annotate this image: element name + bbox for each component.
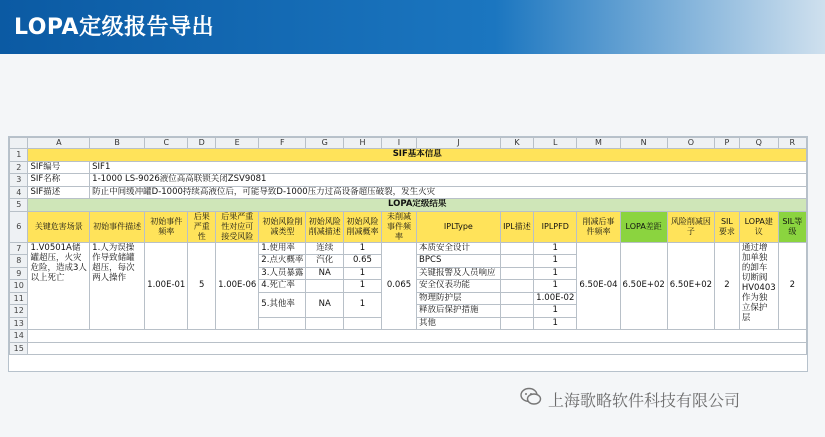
page-title: LOPA定级报告导出 xyxy=(14,15,215,40)
sif-header[interactable]: SIF基本信息 xyxy=(28,149,807,162)
header-cell[interactable]: LOPA建议 xyxy=(739,211,778,242)
cell[interactable]: NA xyxy=(306,267,344,280)
cell[interactable]: 1.00E-02 xyxy=(534,292,577,305)
corner-cell[interactable] xyxy=(10,138,28,149)
row-number[interactable]: 10 xyxy=(10,280,28,293)
cell[interactable]: SIF1 xyxy=(90,161,807,174)
column-header-row xyxy=(10,138,807,149)
cell[interactable]: 1 xyxy=(534,305,577,318)
header-cell[interactable]: LOPA差距 xyxy=(620,211,667,242)
cell-rrf[interactable]: 6.50E+02 xyxy=(667,242,714,330)
lopa-header[interactable]: LOPA定级结果 xyxy=(28,199,807,212)
row-number[interactable]: 15 xyxy=(10,342,28,355)
table-row xyxy=(10,199,807,212)
table-row xyxy=(10,149,807,162)
cell[interactable] xyxy=(259,317,306,330)
cell[interactable]: 其他 xyxy=(417,317,501,330)
cell-severity[interactable]: 5 xyxy=(188,242,216,330)
col-header[interactable]: N xyxy=(620,138,667,149)
col-header[interactable]: I xyxy=(381,138,416,149)
cell[interactable]: 1-1000 LS-9026液位高高联锁关闭ZSV9081 xyxy=(90,174,807,187)
cell[interactable]: 物理防护层 xyxy=(417,292,501,305)
col-header[interactable]: K xyxy=(500,138,533,149)
cell[interactable]: 1 xyxy=(534,317,577,330)
cell-event[interactable]: 1.人为误操作导致储罐超压，每次两人操作 xyxy=(90,242,145,330)
row-number[interactable]: 2 xyxy=(10,161,28,174)
col-header[interactable]: F xyxy=(259,138,306,149)
cell-init-freq[interactable]: 1.00E-01 xyxy=(145,242,188,330)
cell[interactable]: 安全仪表功能 xyxy=(417,280,501,293)
cell-unreduced[interactable]: 0.065 xyxy=(381,242,416,330)
col-header[interactable]: R xyxy=(778,138,806,149)
cell[interactable]: 5.其他率 xyxy=(259,292,306,317)
cell[interactable]: 0.65 xyxy=(344,255,382,268)
cell[interactable]: 防止中间缓冲罐D-1000持续高液位后，可能导致D-1000压力过高设备超压破裂，发生火灾 xyxy=(90,186,807,199)
cell-after-freq[interactable]: 6.50E-04 xyxy=(577,242,620,330)
cell[interactable]: SIF描述 xyxy=(28,186,90,199)
table-row xyxy=(10,161,807,174)
cell[interactable] xyxy=(500,255,533,268)
cell-lopa-gap[interactable]: 6.50E+02 xyxy=(620,242,667,330)
cell[interactable]: SIF编号 xyxy=(28,161,90,174)
col-header[interactable]: D xyxy=(188,138,216,149)
cell[interactable]: 4.死亡率 xyxy=(259,280,306,293)
header-cell[interactable]: 风险削减因子 xyxy=(667,211,714,242)
lopa-table xyxy=(9,137,807,355)
header-cell[interactable]: 后果严重性对应可接受风险 xyxy=(216,211,259,242)
empty-cell[interactable] xyxy=(28,330,807,343)
header-cell[interactable]: 关键危害场景 xyxy=(28,211,90,242)
row-number[interactable]: 6 xyxy=(10,211,28,242)
col-header[interactable]: C xyxy=(145,138,188,149)
cell[interactable]: 1 xyxy=(344,280,382,293)
cell[interactable]: SIF名称 xyxy=(28,174,90,187)
table-row xyxy=(10,186,807,199)
table-row xyxy=(10,342,807,355)
row-number[interactable]: 9 xyxy=(10,267,28,280)
cell-sil-req[interactable]: 2 xyxy=(715,242,740,330)
header-cell[interactable]: IPL描述 xyxy=(500,211,533,242)
col-header[interactable]: E xyxy=(216,138,259,149)
col-header[interactable]: H xyxy=(344,138,382,149)
cell[interactable]: 3.人员暴露 xyxy=(259,267,306,280)
cell[interactable] xyxy=(500,267,533,280)
table-row xyxy=(10,242,807,255)
cell[interactable]: 1 xyxy=(534,242,577,255)
col-header[interactable]: G xyxy=(306,138,344,149)
row-number[interactable]: 5 xyxy=(10,199,28,212)
cell[interactable]: 1 xyxy=(534,280,577,293)
cell-scenario[interactable]: 1.V0501A储罐超压，火灾危险，造成3人以上死亡 xyxy=(28,242,90,330)
cell[interactable]: 1 xyxy=(534,255,577,268)
cell-sil-level[interactable]: 2 xyxy=(778,242,806,330)
header-cell[interactable]: 未削减事件频率 xyxy=(381,211,416,242)
row-number[interactable]: 14 xyxy=(10,330,28,343)
header-cell[interactable]: IPLPFD xyxy=(534,211,577,242)
col-header[interactable]: J xyxy=(417,138,501,149)
header-cell[interactable]: 后果严重性 xyxy=(188,211,216,242)
col-header[interactable]: B xyxy=(90,138,145,149)
table-row xyxy=(10,330,807,343)
header-cell[interactable]: 初始事件频率 xyxy=(145,211,188,242)
header-cell[interactable]: 初始事件描述 xyxy=(90,211,145,242)
cell[interactable]: 汽化 xyxy=(306,255,344,268)
col-header[interactable]: O xyxy=(667,138,714,149)
watermark: 上海歌略软件科技有限公司 xyxy=(548,391,741,410)
col-header[interactable]: M xyxy=(577,138,620,149)
cell[interactable]: 本质安全设计 xyxy=(417,242,501,255)
cell[interactable]: 1 xyxy=(534,267,577,280)
cell[interactable]: 1.使用率 xyxy=(259,242,306,255)
cell[interactable] xyxy=(500,242,533,255)
col-header[interactable]: L xyxy=(534,138,577,149)
cell[interactable]: 关键报警及人员响应 xyxy=(417,267,501,280)
row-number[interactable]: 1 xyxy=(10,149,28,162)
row-number[interactable]: 8 xyxy=(10,255,28,268)
cell[interactable]: 2.点火概率 xyxy=(259,255,306,268)
row-number[interactable]: 11 xyxy=(10,292,28,305)
cell[interactable]: 连续 xyxy=(306,242,344,255)
header-cell[interactable]: 初始风险削减描述 xyxy=(306,211,344,242)
row-number[interactable]: 7 xyxy=(10,242,28,255)
cell[interactable] xyxy=(500,292,533,305)
cell[interactable] xyxy=(306,280,344,293)
cell[interactable] xyxy=(500,305,533,318)
row-number[interactable]: 3 xyxy=(10,174,28,187)
cell[interactable]: 释放后保护措施 xyxy=(417,305,501,318)
header-row xyxy=(10,211,807,242)
header-cell[interactable]: SIL等级 xyxy=(778,211,806,242)
row-number[interactable]: 13 xyxy=(10,317,28,330)
spreadsheet xyxy=(8,136,808,372)
header-cell[interactable]: 初始风险削减类型 xyxy=(259,211,306,242)
row-number[interactable]: 4 xyxy=(10,186,28,199)
header-cell[interactable]: 初始风险削减概率 xyxy=(344,211,382,242)
cell[interactable] xyxy=(500,280,533,293)
cell[interactable] xyxy=(344,317,382,330)
title-banner xyxy=(0,0,825,54)
table-row xyxy=(10,174,807,187)
cell[interactable]: BPCS xyxy=(417,255,501,268)
cell[interactable]: 1 xyxy=(344,292,382,317)
cell-advice[interactable]: 通过增加单独的卸车切断阀HV0403作为独立保护层 xyxy=(739,242,778,330)
col-header[interactable]: A xyxy=(28,138,90,149)
cell[interactable]: 1 xyxy=(344,267,382,280)
wechat-icon xyxy=(520,386,542,408)
header-cell[interactable]: IPLType xyxy=(417,211,501,242)
cell-accept-risk[interactable]: 1.00E-06 xyxy=(216,242,259,330)
header-cell[interactable]: 削减后事件频率 xyxy=(577,211,620,242)
col-header[interactable]: P xyxy=(715,138,740,149)
row-number[interactable]: 12 xyxy=(10,305,28,318)
cell[interactable] xyxy=(500,317,533,330)
col-header[interactable]: Q xyxy=(739,138,778,149)
empty-cell[interactable] xyxy=(28,342,807,355)
cell[interactable] xyxy=(306,317,344,330)
header-cell[interactable]: SIL要求 xyxy=(715,211,740,242)
cell[interactable]: NA xyxy=(306,292,344,317)
cell[interactable]: 1 xyxy=(344,242,382,255)
